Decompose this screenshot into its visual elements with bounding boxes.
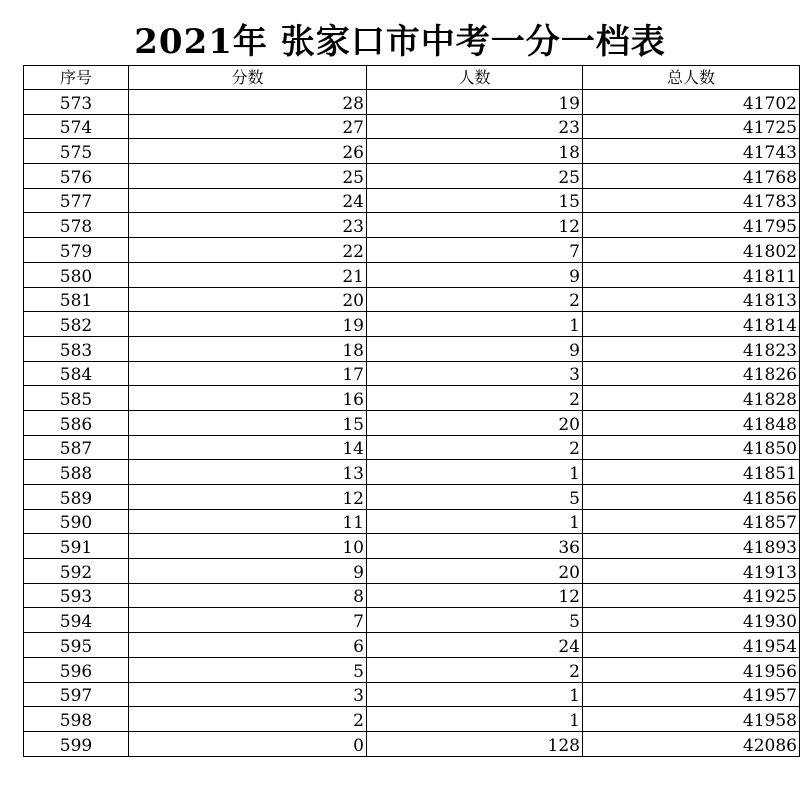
count-cell: 23 <box>367 114 583 139</box>
table-row <box>24 559 800 584</box>
column-header-score: 分数 <box>129 66 367 90</box>
seq-cell: 589 <box>24 485 129 510</box>
count-cell: 12 <box>367 583 583 608</box>
count-cell: 2 <box>367 386 583 411</box>
seq-cell: 580 <box>24 262 129 287</box>
seq-cell: 592 <box>24 559 129 584</box>
total-cell: 41956 <box>583 657 800 682</box>
total-cell: 41725 <box>583 114 800 139</box>
count-cell: 128 <box>367 731 583 756</box>
count-cell: 20 <box>367 410 583 435</box>
total-cell: 41702 <box>583 90 800 115</box>
table-row <box>24 213 800 238</box>
seq-cell: 574 <box>24 114 129 139</box>
seq-cell: 591 <box>24 534 129 559</box>
count-cell: 2 <box>367 657 583 682</box>
table-row <box>24 361 800 386</box>
table-row <box>24 731 800 756</box>
total-cell: 41848 <box>583 410 800 435</box>
total-cell: 41813 <box>583 287 800 312</box>
seq-cell: 586 <box>24 410 129 435</box>
table-row <box>24 188 800 213</box>
total-cell: 41957 <box>583 682 800 707</box>
seq-cell: 578 <box>24 213 129 238</box>
table-row <box>24 633 800 658</box>
score-cell: 3 <box>129 682 367 707</box>
column-header-count: 人数 <box>367 66 583 90</box>
seq-cell: 585 <box>24 386 129 411</box>
total-cell: 41954 <box>583 633 800 658</box>
seq-cell: 587 <box>24 435 129 460</box>
total-cell: 41958 <box>583 707 800 732</box>
seq-cell: 597 <box>24 682 129 707</box>
column-header-total: 总人数 <box>583 66 800 90</box>
seq-cell: 576 <box>24 164 129 189</box>
seq-cell: 595 <box>24 633 129 658</box>
count-cell: 18 <box>367 139 583 164</box>
table-row <box>24 386 800 411</box>
total-cell: 41811 <box>583 262 800 287</box>
table-row <box>24 707 800 732</box>
count-cell: 5 <box>367 608 583 633</box>
count-cell: 7 <box>367 238 583 263</box>
total-cell: 41814 <box>583 312 800 337</box>
score-cell: 0 <box>129 731 367 756</box>
count-cell: 1 <box>367 682 583 707</box>
table-row <box>24 90 800 115</box>
score-cell: 11 <box>129 509 367 534</box>
seq-cell: 579 <box>24 238 129 263</box>
total-cell: 41930 <box>583 608 800 633</box>
total-cell: 41856 <box>583 485 800 510</box>
score-cell: 20 <box>129 287 367 312</box>
count-cell: 1 <box>367 460 583 485</box>
seq-cell: 596 <box>24 657 129 682</box>
seq-cell: 598 <box>24 707 129 732</box>
total-cell: 41743 <box>583 139 800 164</box>
score-cell: 14 <box>129 435 367 460</box>
table-row <box>24 682 800 707</box>
score-cell: 25 <box>129 164 367 189</box>
score-cell: 27 <box>129 114 367 139</box>
count-cell: 1 <box>367 509 583 534</box>
score-cell: 15 <box>129 410 367 435</box>
score-cell: 21 <box>129 262 367 287</box>
page-title: 2021年 张家口市中考一分一档表 <box>134 22 666 62</box>
table-row <box>24 509 800 534</box>
score-cell: 18 <box>129 336 367 361</box>
score-cell: 9 <box>129 559 367 584</box>
score-cell: 2 <box>129 707 367 732</box>
seq-cell: 573 <box>24 90 129 115</box>
table-row <box>24 262 800 287</box>
count-cell: 15 <box>367 188 583 213</box>
seq-cell: 594 <box>24 608 129 633</box>
total-cell: 41802 <box>583 238 800 263</box>
score-cell: 24 <box>129 188 367 213</box>
count-cell: 9 <box>367 262 583 287</box>
count-cell: 9 <box>367 336 583 361</box>
score-cell: 8 <box>129 583 367 608</box>
seq-cell: 590 <box>24 509 129 534</box>
table-row <box>24 410 800 435</box>
table-header-row <box>24 66 800 90</box>
table-row <box>24 583 800 608</box>
table-row <box>24 287 800 312</box>
seq-cell: 584 <box>24 361 129 386</box>
total-cell: 41768 <box>583 164 800 189</box>
table-row <box>24 657 800 682</box>
total-cell: 41913 <box>583 559 800 584</box>
total-cell: 41857 <box>583 509 800 534</box>
count-cell: 24 <box>367 633 583 658</box>
count-cell: 19 <box>367 90 583 115</box>
score-distribution-table <box>23 65 800 757</box>
table-body <box>24 90 800 757</box>
total-cell: 42086 <box>583 731 800 756</box>
score-cell: 22 <box>129 238 367 263</box>
total-cell: 41795 <box>583 213 800 238</box>
count-cell: 25 <box>367 164 583 189</box>
score-cell: 28 <box>129 90 367 115</box>
count-cell: 1 <box>367 707 583 732</box>
score-cell: 23 <box>129 213 367 238</box>
score-cell: 6 <box>129 633 367 658</box>
score-cell: 5 <box>129 657 367 682</box>
seq-cell: 593 <box>24 583 129 608</box>
count-cell: 5 <box>367 485 583 510</box>
total-cell: 41783 <box>583 188 800 213</box>
table-row <box>24 435 800 460</box>
count-cell: 36 <box>367 534 583 559</box>
seq-cell: 588 <box>24 460 129 485</box>
score-cell: 12 <box>129 485 367 510</box>
table-row <box>24 608 800 633</box>
seq-cell: 575 <box>24 139 129 164</box>
count-cell: 12 <box>367 213 583 238</box>
column-header-seq: 序号 <box>24 66 129 90</box>
table-row <box>24 460 800 485</box>
total-cell: 41828 <box>583 386 800 411</box>
total-cell: 41826 <box>583 361 800 386</box>
score-cell: 17 <box>129 361 367 386</box>
table-row <box>24 312 800 337</box>
total-cell: 41851 <box>583 460 800 485</box>
count-cell: 3 <box>367 361 583 386</box>
count-cell: 1 <box>367 312 583 337</box>
score-cell: 16 <box>129 386 367 411</box>
total-cell: 41925 <box>583 583 800 608</box>
total-cell: 41850 <box>583 435 800 460</box>
count-cell: 2 <box>367 435 583 460</box>
score-cell: 13 <box>129 460 367 485</box>
table-row <box>24 485 800 510</box>
seq-cell: 583 <box>24 336 129 361</box>
score-cell: 7 <box>129 608 367 633</box>
seq-cell: 581 <box>24 287 129 312</box>
seq-cell: 577 <box>24 188 129 213</box>
count-cell: 20 <box>367 559 583 584</box>
total-cell: 41823 <box>583 336 800 361</box>
score-cell: 10 <box>129 534 367 559</box>
table-row <box>24 114 800 139</box>
total-cell: 41893 <box>583 534 800 559</box>
table-row <box>24 139 800 164</box>
table-row <box>24 336 800 361</box>
score-cell: 26 <box>129 139 367 164</box>
score-cell: 19 <box>129 312 367 337</box>
table-row <box>24 164 800 189</box>
table-row <box>24 238 800 263</box>
count-cell: 2 <box>367 287 583 312</box>
seq-cell: 582 <box>24 312 129 337</box>
seq-cell: 599 <box>24 731 129 756</box>
table-row <box>24 534 800 559</box>
